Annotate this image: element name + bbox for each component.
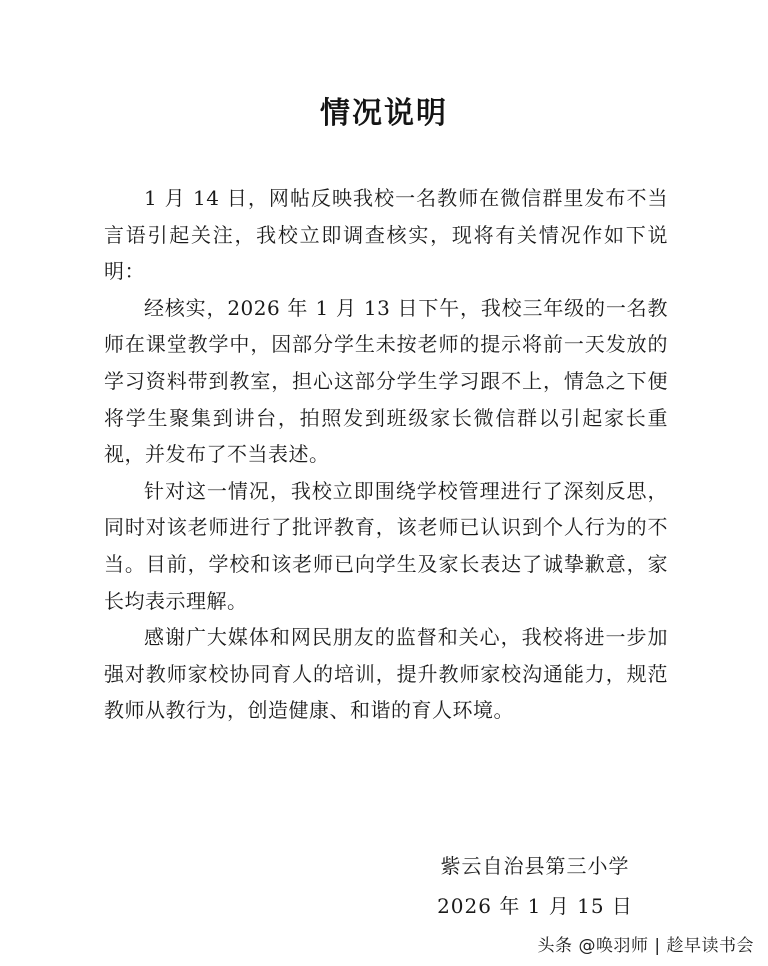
watermark-text: 头条 @唤羽师 | 趁早读书会 xyxy=(537,936,754,956)
signature-organization: 紫云自治县第三小学 xyxy=(440,854,630,878)
paragraph-intro: 1 月 14 日，网帖反映我校一名教师在微信群里发布不当言语引起关注，我校立即调查核实，现将有关情况作如下说明： xyxy=(104,186,668,284)
document-title: 情况说明 xyxy=(320,96,448,131)
paragraph-facts: 经核实，2026 年 1 月 13 日下午，我校三年级的一名教师在课堂教学中，因部分学生未按老师的提示将前一天发放的学习资料带到教室，担心这部分学生学习跟不上，情急之下便将学生聚集到讲台，拍照发到班级家长微信群以引起家长重视，并发布了不当表述。 xyxy=(104,295,668,467)
signature-date: 2026 年 1 月 15 日 xyxy=(437,894,633,918)
paragraph-response: 针对这一情况，我校立即围绕学校管理进行了深刻反思，同时对该老师进行了批评教育，该老师已认识到个人行为的不当。目前，学校和该老师已向学生及家长表达了诚挚歉意，家长均表示理解。 xyxy=(104,478,668,613)
paragraph-thanks: 感谢广大媒体和网民朋友的监督和关心，我校将进一步加强对教师家校协同育人的培训，提升教师家校沟通能力，规范教师从教行为，创造健康、和谐的育人环境。 xyxy=(104,625,668,723)
document-body xyxy=(104,180,668,729)
